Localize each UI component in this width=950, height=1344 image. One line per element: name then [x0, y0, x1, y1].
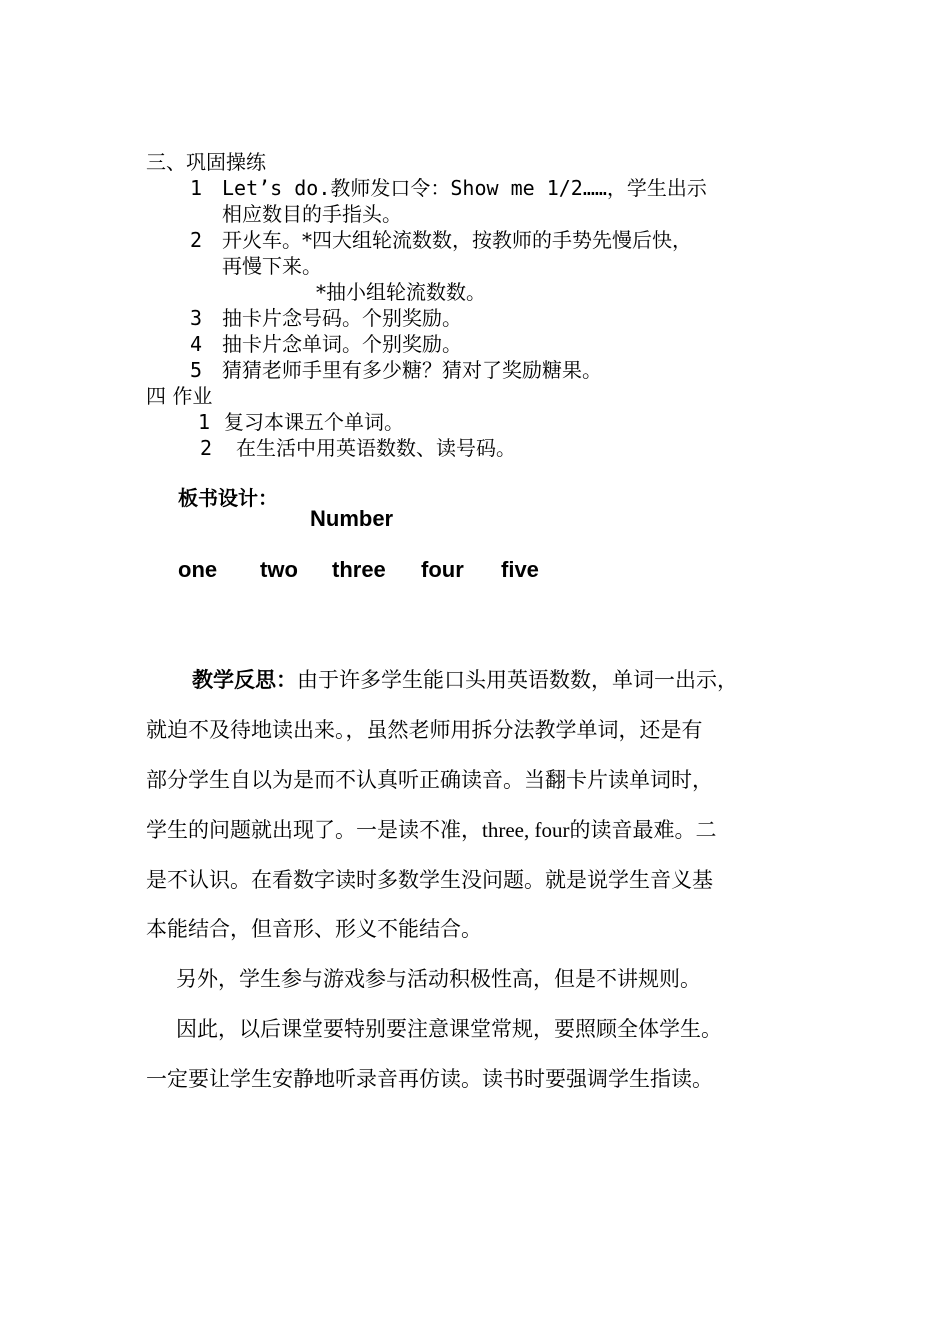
section3-item-1-num: 1 [190, 176, 203, 200]
section3-item-5-num: 5 [190, 358, 203, 382]
section3-item-2-text-cont: 再慢下来。 [222, 254, 322, 278]
board-word-two: two [260, 557, 298, 582]
section3-item-2-num: 2 [190, 228, 203, 252]
section3-item-2-text: 开火车。*四大组轮流数数，按教师的手势先慢后快， [222, 228, 692, 252]
board-word-three: three [332, 557, 386, 582]
section3-item-4-text: 抽卡片念单词。个别奖励。 [222, 332, 462, 356]
board-title: Number [310, 506, 394, 531]
board-word-one: one [178, 557, 218, 582]
section3-item-3-text: 抽卡片念号码。个别奖励。 [222, 306, 462, 330]
reflection-paragraph-1-line-5: 是不认识。在看数字读时多数学生没问题。就是说学生音义基 [146, 868, 713, 892]
reflection-paragraph-1-line-3: 部分学生自以为是而不认真听正确读音。当翻卡片读单词时， [146, 768, 713, 792]
section4-item-1-text: 复习本课五个单词。 [224, 410, 404, 434]
section3-heading: 三、巩固操练 [146, 150, 266, 174]
reflection-label: 教学反思： [192, 667, 297, 692]
reflection-paragraph-1-line-2: 就迫不及待地读出来。，虽然老师用拆分法教学单词，还是有 [146, 718, 703, 742]
section3-item-5-text: 猜猜老师手里有多少糖？猜对了奖励糖果。 [222, 358, 602, 382]
section4-item-2-text: 在生活中用英语数数、读号码。 [236, 436, 516, 460]
section3-item-3-num: 3 [190, 306, 203, 330]
section3-item-2-subitem: *抽小组轮流数数。 [316, 280, 486, 304]
section4-item-2-num: 2 [200, 436, 213, 460]
reflection-paragraph-1-line-1 [192, 665, 738, 695]
section4-heading: 四 作业 [146, 384, 213, 408]
section4-item-1-num: 1 [198, 410, 211, 434]
board-label: 板书设计： [178, 486, 278, 510]
reflection-paragraph-3-line-2: 一定要让学生安静地听录音再仿读。读书时要强调学生指读。 [146, 1067, 713, 1091]
reflection-paragraph-2: 另外，学生参与游戏参与活动积极性高，但是不讲规则。 [176, 967, 701, 991]
section3-item-1-text: Let’s do.教师发口令：Show me 1/2……，学生出示 [222, 176, 707, 200]
reflection-paragraph-1-line-4 [146, 815, 716, 845]
reflection-p1-line1-text: 由于许多学生能口头用英语数数，单词一出示， [297, 668, 738, 692]
reflection-p1-line4-a: 学生的问题就出现了。一是读不准， [146, 818, 482, 842]
section3-item-1-text-cont: 相应数目的手指头。 [222, 202, 402, 226]
reflection-paragraph-3-line-1: 因此，以后课堂要特别要注意课堂常规，要照顾全体学生。 [176, 1017, 722, 1041]
section3-item-4-num: 4 [190, 332, 203, 356]
reflection-p1-line4-c: 的读音最难。二 [569, 818, 717, 842]
board-word-five: five [501, 557, 539, 582]
reflection-p1-line4-english: three, four [482, 818, 570, 842]
reflection-paragraph-1-line-6: 本能结合，但音形、形义不能结合。 [146, 917, 482, 941]
board-word-four: four [421, 557, 464, 582]
